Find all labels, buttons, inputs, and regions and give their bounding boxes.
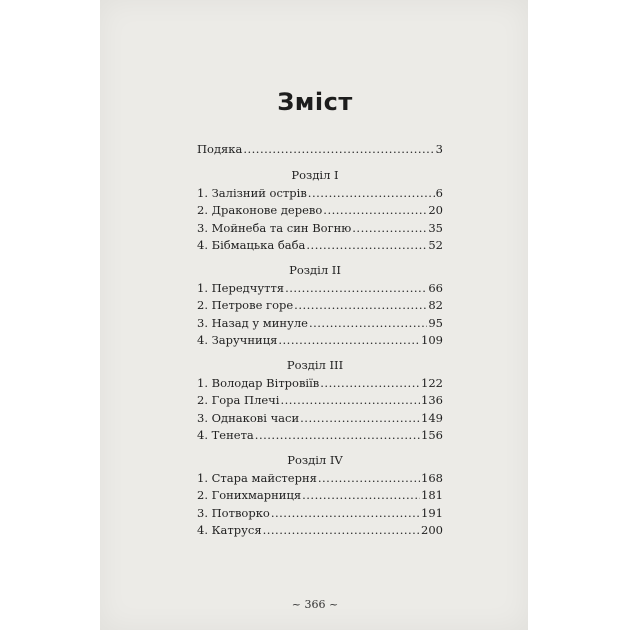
section-heading: Розділ III [286, 358, 344, 372]
entry-page: 156 [421, 427, 443, 442]
entry-page: 200 [421, 522, 443, 537]
entry-page: 6 [435, 186, 443, 200]
toc-entry [197, 411, 443, 428]
entry-label: 3. Назад у минуле [197, 315, 308, 330]
entry-page: 149 [421, 410, 443, 425]
dot-leader [263, 523, 420, 537]
entry-page: 95 [428, 315, 443, 330]
entry-page: 52 [428, 237, 443, 252]
dot-leader [352, 221, 427, 235]
dot-leader [278, 333, 420, 347]
entry-page: 66 [428, 281, 443, 295]
toc-entry-intro [197, 142, 443, 159]
entry-label: 3. Однакові часи [197, 410, 300, 425]
dot-leader [300, 411, 420, 425]
toc-entry [197, 488, 443, 505]
toc-entry [197, 203, 443, 220]
entry-label: 2. Гора Плечі [197, 393, 280, 408]
entry-page: 181 [421, 488, 443, 503]
entry-label: 3. Потворко [197, 505, 270, 520]
entry-label: 2. Гонихмарниця [197, 488, 302, 503]
entry-label: Подяка [197, 142, 243, 156]
toc-entry [197, 506, 443, 523]
entry-page: 109 [421, 332, 443, 347]
entry-page: 191 [421, 505, 443, 520]
entry-label: 2. Петрове горе [197, 298, 294, 313]
entry-page: 20 [428, 203, 443, 218]
dot-leader [271, 506, 420, 520]
dot-leader [318, 471, 420, 485]
entry-label: 2. Драконове дерево [197, 203, 323, 218]
dot-leader [306, 238, 427, 252]
section-heading: Розділ II [289, 263, 341, 277]
toc-entry [197, 316, 443, 333]
entry-label: 4. Тенета [197, 427, 254, 442]
dot-leader [243, 142, 434, 156]
toc-entry [197, 333, 443, 350]
dot-leader [255, 428, 420, 442]
dot-leader [320, 376, 420, 390]
entry-label: 4. Катруся [197, 522, 262, 537]
entry-page: 122 [421, 376, 443, 390]
dot-leader [302, 488, 420, 502]
toc-entry [197, 221, 443, 238]
entry-page: 35 [428, 220, 443, 235]
entry-page: 82 [428, 298, 443, 313]
toc-entry [197, 471, 443, 488]
toc-entry [197, 428, 443, 445]
entry-label: 1. Залізний острів [197, 186, 307, 200]
dot-leader [323, 203, 427, 217]
dot-leader [309, 316, 427, 330]
toc-entry [197, 523, 443, 540]
entry-label: 4. Заручниця [197, 332, 278, 347]
toc-entry [197, 281, 443, 298]
entry-page: 3 [435, 142, 443, 156]
entry-label: 1. Стара майстерня [197, 471, 317, 485]
entry-label: 4. Бібмацька баба [197, 237, 306, 252]
page-title: Зміст [277, 88, 353, 116]
page-number: ~ 366 ~ [291, 598, 339, 611]
dot-leader [294, 298, 427, 312]
dot-leader [285, 281, 427, 295]
toc-entry [197, 298, 443, 315]
toc-entry [197, 376, 443, 393]
section-heading: Розділ IV [287, 453, 343, 467]
entry-page: 136 [421, 393, 443, 408]
toc-entry [197, 186, 443, 203]
entry-label: 1. Володар Вітровіїв [197, 376, 320, 390]
entry-label: 1. Передчуття [197, 281, 285, 295]
entry-page: 168 [421, 471, 443, 485]
toc-entry [197, 393, 443, 410]
entry-label: 3. Мойнеба та син Вогню [197, 220, 352, 235]
dot-leader [308, 186, 435, 200]
dot-leader [280, 393, 420, 407]
section-heading: Розділ I [291, 168, 339, 182]
toc-entry [197, 238, 443, 255]
